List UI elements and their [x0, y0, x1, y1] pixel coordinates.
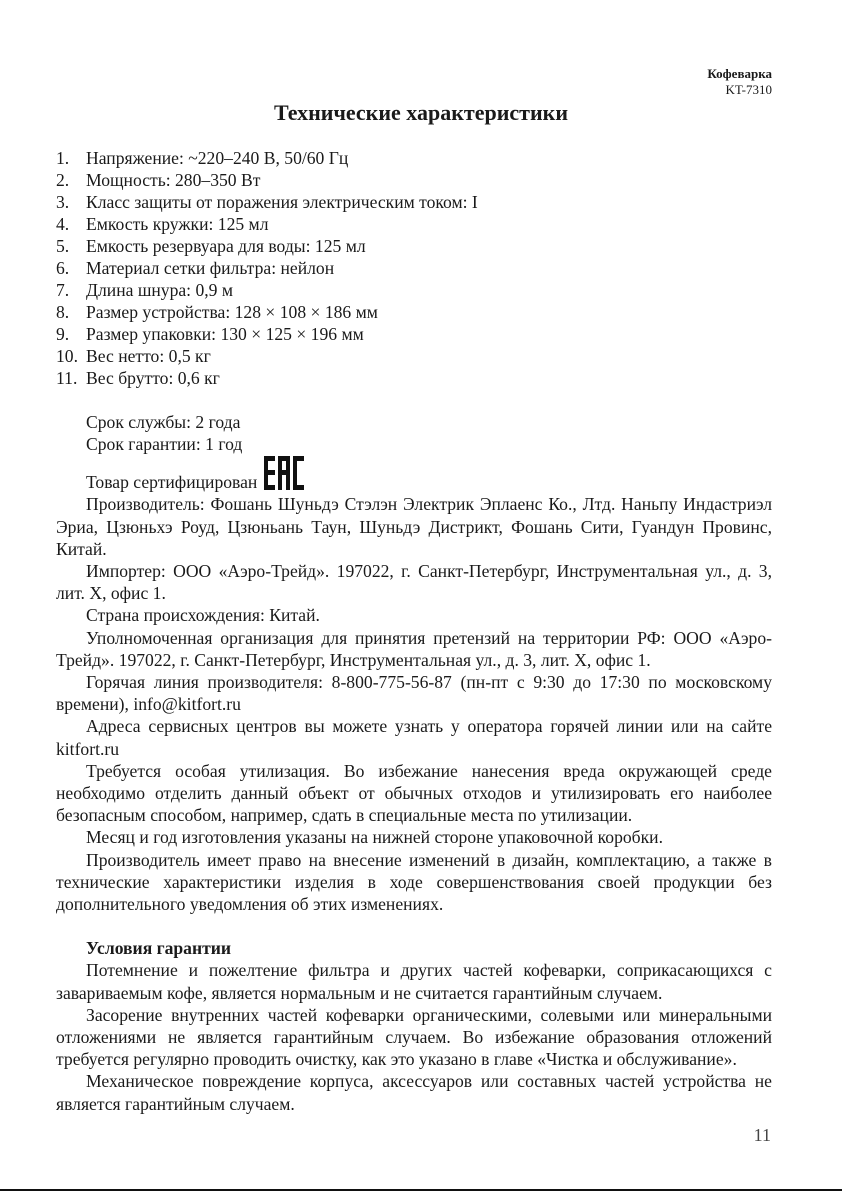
spec-number: 3.: [56, 192, 70, 212]
product-name: Кофеварка: [707, 66, 772, 81]
spec-text: Вес брутто: 0,6 кг: [86, 368, 220, 388]
spec-item: [56, 169, 772, 191]
spec-text: Размер устройства: 128 × 108 × 186 мм: [86, 302, 378, 322]
spec-text: Емкость кружки: 125 мл: [86, 214, 269, 234]
spec-item: [56, 367, 772, 389]
spec-text: Напряжение: ~220–240 В, 50/60 Гц: [86, 148, 349, 168]
spec-number: 2.: [56, 170, 70, 190]
spec-number: 5.: [56, 236, 70, 256]
model-number: KT-7310: [725, 82, 772, 97]
warranty-period: Срок гарантии: 1 год: [86, 434, 243, 455]
spec-number: 11.: [56, 368, 78, 388]
warranty-paragraph: Механическое повреждение корпуса, аксессуаров или составных частей устройства не является гарантийным случаем.: [56, 1071, 772, 1114]
warranty-heading: Условия гарантии: [86, 938, 232, 959]
spec-item: [56, 301, 772, 323]
page-header: [707, 66, 772, 98]
spec-item: [56, 257, 772, 279]
spec-number: 10.: [56, 346, 78, 366]
spec-number: 7.: [56, 280, 70, 300]
spec-item: [56, 235, 772, 257]
spec-number: 9.: [56, 324, 70, 344]
spec-item: [56, 345, 772, 367]
importer-info: Импортер: ООО «Аэро-Трейд». 197022, г. Санкт-Петербург, Инструментальная ул., д. 3, лит. Х, офис 1.: [56, 561, 772, 604]
spec-text: Материал сетки фильтра: нейлон: [86, 258, 335, 278]
manufacture-date-info: Месяц и год изготовления указаны на нижней стороне упаковочной коробки.: [86, 827, 663, 848]
spec-item: [56, 323, 772, 345]
spec-item: [56, 279, 772, 301]
page-title: Технические характеристики: [273, 100, 569, 125]
manufacturer-info: Производитель: Фошань Шуньдэ Стэлэн Электрик Эплаенс Ко., Лтд. Наньпу Индастриэл Эриа, Цзюньхэ Роуд, Цзюньань Таун, Шуньдэ Дистрикт, Фошань Сити, Гуандун Провинс, Китай.: [56, 494, 772, 559]
disposal-info: Требуется особая утилизация. Во избежание нанесения вреда окружающей среде необходимо отделить данный объект от обычных отходов и утилизировать его наиболее безопасным способом, например, сдать в специальные места по утилизации.: [56, 760, 772, 826]
service-life: Срок службы: 2 года: [86, 412, 241, 432]
certified-text: Товар сертифицирован: [86, 472, 258, 493]
origin-info: Страна происхождения: Китай.: [86, 605, 320, 626]
warranty-paragraph: Потемнение и пожелтение фильтра и других частей кофеварки, соприкасающихся с завариваемым кофе, является нормальным и не считается гарантийным случаем.: [56, 960, 772, 1003]
specs-list: [56, 147, 772, 389]
spec-text: Длина шнура: 0,9 м: [86, 280, 233, 300]
changes-right-info: Производитель имеет право на внесение изменений в дизайн, комплектацию, а также в технические характеристики изделия в ходе совершенствования своей продукции без дополнительного уведомления об этих изменениях.: [56, 849, 772, 915]
certification-line: [56, 455, 772, 493]
spec-number: 6.: [56, 258, 70, 278]
spec-text: Размер упаковки: 130 × 125 × 196 мм: [86, 324, 364, 344]
eac-mark-icon: [263, 455, 305, 491]
spec-item: [56, 147, 772, 169]
bottom-rule: [0, 1189, 842, 1191]
info-section: [56, 411, 772, 1115]
warranty-paragraph: Засорение внутренних частей кофеварки органическими, солевыми или минеральными отложениями не является гарантийным случаем. Во избежание образования отложений требуется регулярно проводить очистку, как это указано в главе «Чистка и обслуживание».: [56, 1004, 772, 1070]
spec-text: Класс защиты от поражения электрическим током: I: [86, 192, 478, 212]
spec-text: Емкость резервуара для воды: 125 мл: [86, 236, 366, 256]
spec-number: 4.: [56, 214, 70, 234]
service-centers-info: Адреса сервисных центров вы можете узнать у оператора горячей линии или на сайте kitfort.ru: [56, 716, 772, 759]
authorized-org-info: Уполномоченная организация для принятия претензий на территории РФ: ООО «Аэро-Трейд». 197022, г. Санкт-Петербург, Инструментальная ул., д. 3, лит. Х, офис 1.: [56, 627, 772, 670]
spec-number: 1.: [56, 148, 70, 168]
spec-text: Мощность: 280–350 Вт: [86, 170, 261, 190]
spec-item: [56, 213, 772, 235]
spec-text: Вес нетто: 0,5 кг: [86, 346, 211, 366]
page-number: 11: [753, 1125, 771, 1145]
spec-number: 8.: [56, 302, 70, 322]
hotline-info: Горячая линия производителя: 8-800-775-56-87 (пн-пт с 9:30 до 17:30 по московскому времени), info@kitfort.ru: [56, 672, 772, 715]
spec-item: [56, 191, 772, 213]
